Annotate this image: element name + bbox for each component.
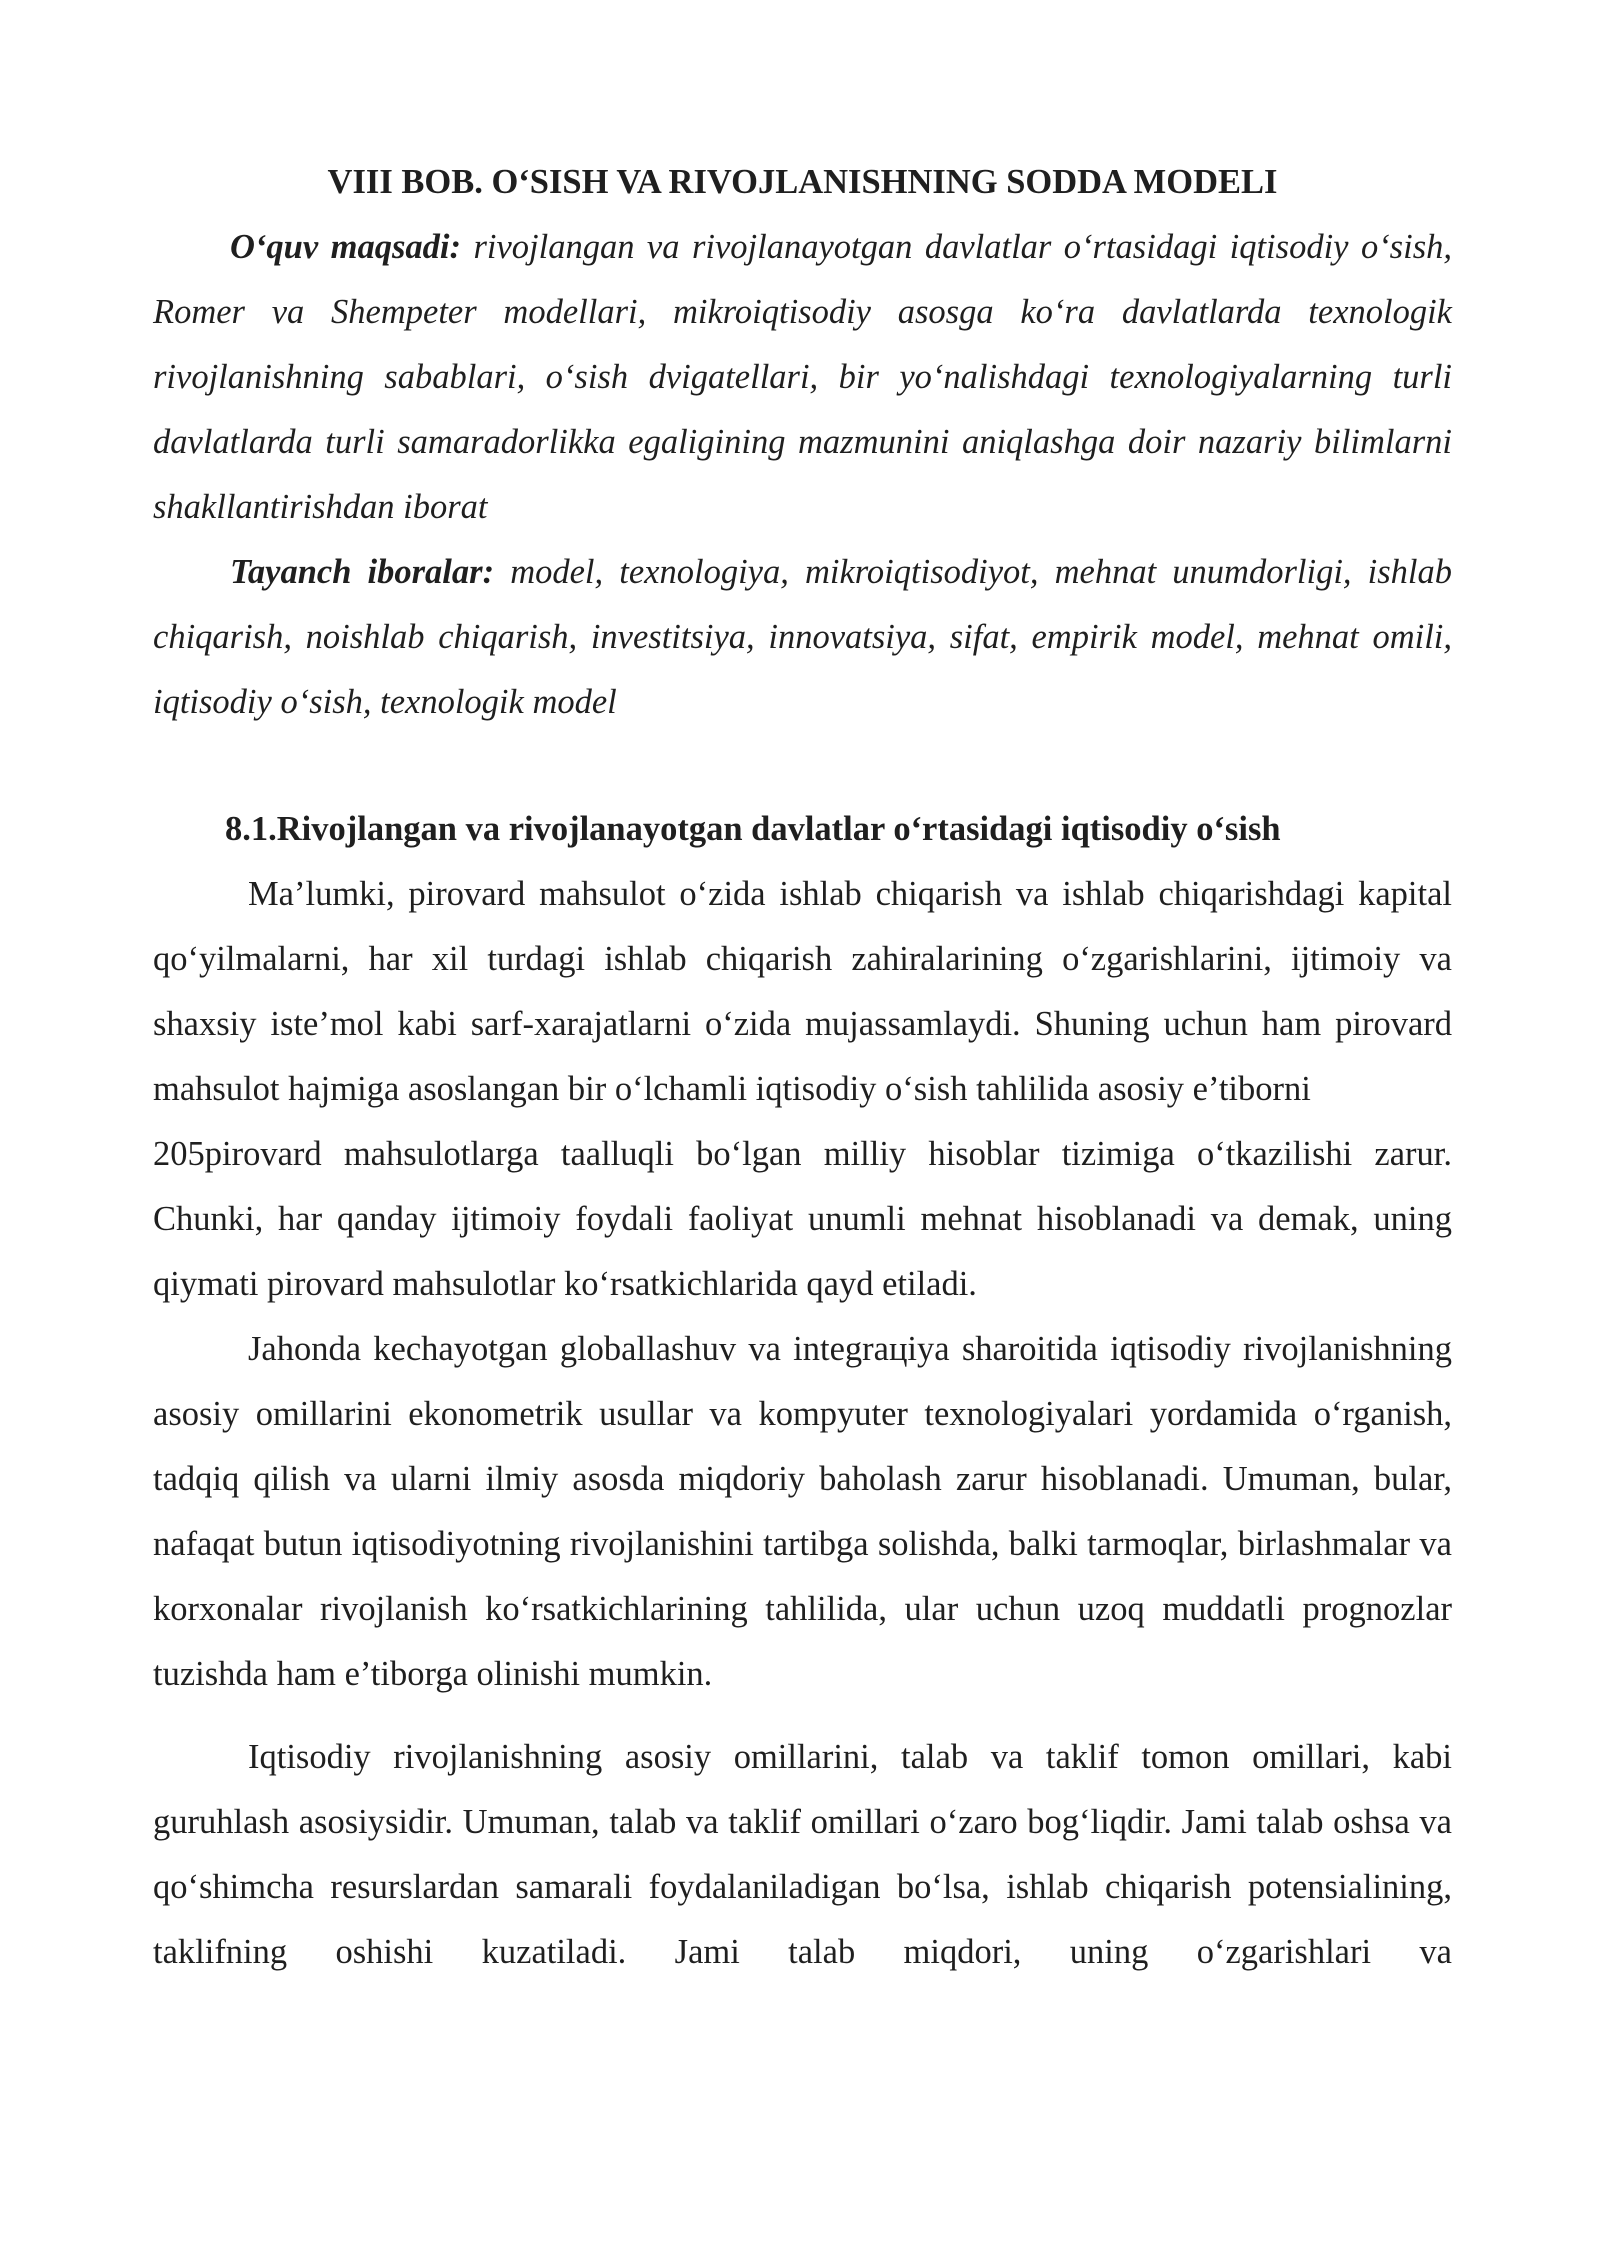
section-title: 8.1.Rivojlangan va rivojlanayotgan davlatlar o‘rtasidagi iqtisodiy o‘sish [225, 810, 1281, 848]
chapter-title: VIII BOB. O‘SISH VA RIVOJLANISHNING SODDA MODELI [327, 163, 1278, 201]
body-paragraph-1: Ma’lumki, pirovard mahsulot o‘zida ishlab chiqarish va ishlab chiqarishdagi kapital qo‘yilmalarni, har xil turdagi ishlab chiqarish zahiralarining o‘zgarishlarini, ijtimoiy va shaxsiy iste’mol kabi sarf-xarajatlarni o‘zida mujassamlaydi. Shuning uchun ham pirovard mahsulot hajmiga asoslangan bir o‘lchamli iqtisodiy o‘sish tahlilida asosiy e’tiborni [153, 875, 1452, 1108]
objective-label: O‘quv maqsadi: [230, 228, 461, 266]
body-paragraph-3: Jahonda kechayotgan globallashuv va integraцiya sharoitida iqtisodiy rivojlanishning asosiy omillarini ekonometrik usullar va kompyuter texnologiyalari yordamida o‘rganish, tadqiq qilish va ularni ilmiy asosda miqdoriy baholash zarur hisoblanadi. Umuman, bular, nafaqat butun iqtisodiyotning rivojlanishini tartibga solishda, balki tarmoqlar, birlashmalar va korxonalar rivojlanish ko‘rsatkichlarining tahlilida, ular uchun uzoq muddatli prognozlar tuzishda ham e’tiborga olinishi mumkin. [153, 1330, 1452, 1693]
body-paragraph-4: Iqtisodiy rivojlanishning asosiy omillarini, talab va taklif tomon omillari, kabi guruhlash asosiysidir. Umuman, talab va taklif omillari o‘zaro bog‘liqdir. Jami talab oshsa va qo‘shimcha resurslardan samarali foydalaniladigan bo‘lsa, ishlab chiqarish potensialining, taklifning oshishi kuzatiladi. Jami talab miqdori, uning o‘zgarishlari va [153, 1738, 1452, 1971]
body-paragraph-2: 205pirovard mahsulotlarga taalluqli bo‘lgan milliy hisoblar tizimiga o‘tkazilishi zarur. Chunki, har qanday ijtimoiy foydali faoliyat unumli mehnat hisoblanadi va demak, uning qiymati pirovard mahsulotlar ko‘rsatkichlarida qayd etiladi. [153, 1135, 1452, 1303]
objective-text: rivojlangan va rivojlanayotgan davlatlar o‘rtasidagi iqtisodiy o‘sish, Romer va Shempeter modellari, mikroiqtisodiy asosga ko‘ra davlatlarda texnologik rivojlanishning sabablari, o‘sish dvigatellari, bir yo‘nalishdagi texnologiyalarning turli davlatlarda turli samaradorlikka egaligining mazmunini aniqlashga doir nazariy bilimlarni shakllantirishdan iborat [153, 228, 1452, 526]
keywords-label: Tayanch iboralar: [230, 553, 495, 591]
objective-paragraph [153, 215, 1452, 540]
keywords-paragraph [153, 540, 1452, 735]
keywords-text: model, texnologiya, mikroiqtisodiyot, mehnat unumdorligi, ishlab chiqarish, noishlab chiqarish, investitsiya, innovatsiya, sifat, empirik model, mehnat omili, iqtisodiy o‘sish, texnologik model [153, 553, 1453, 721]
